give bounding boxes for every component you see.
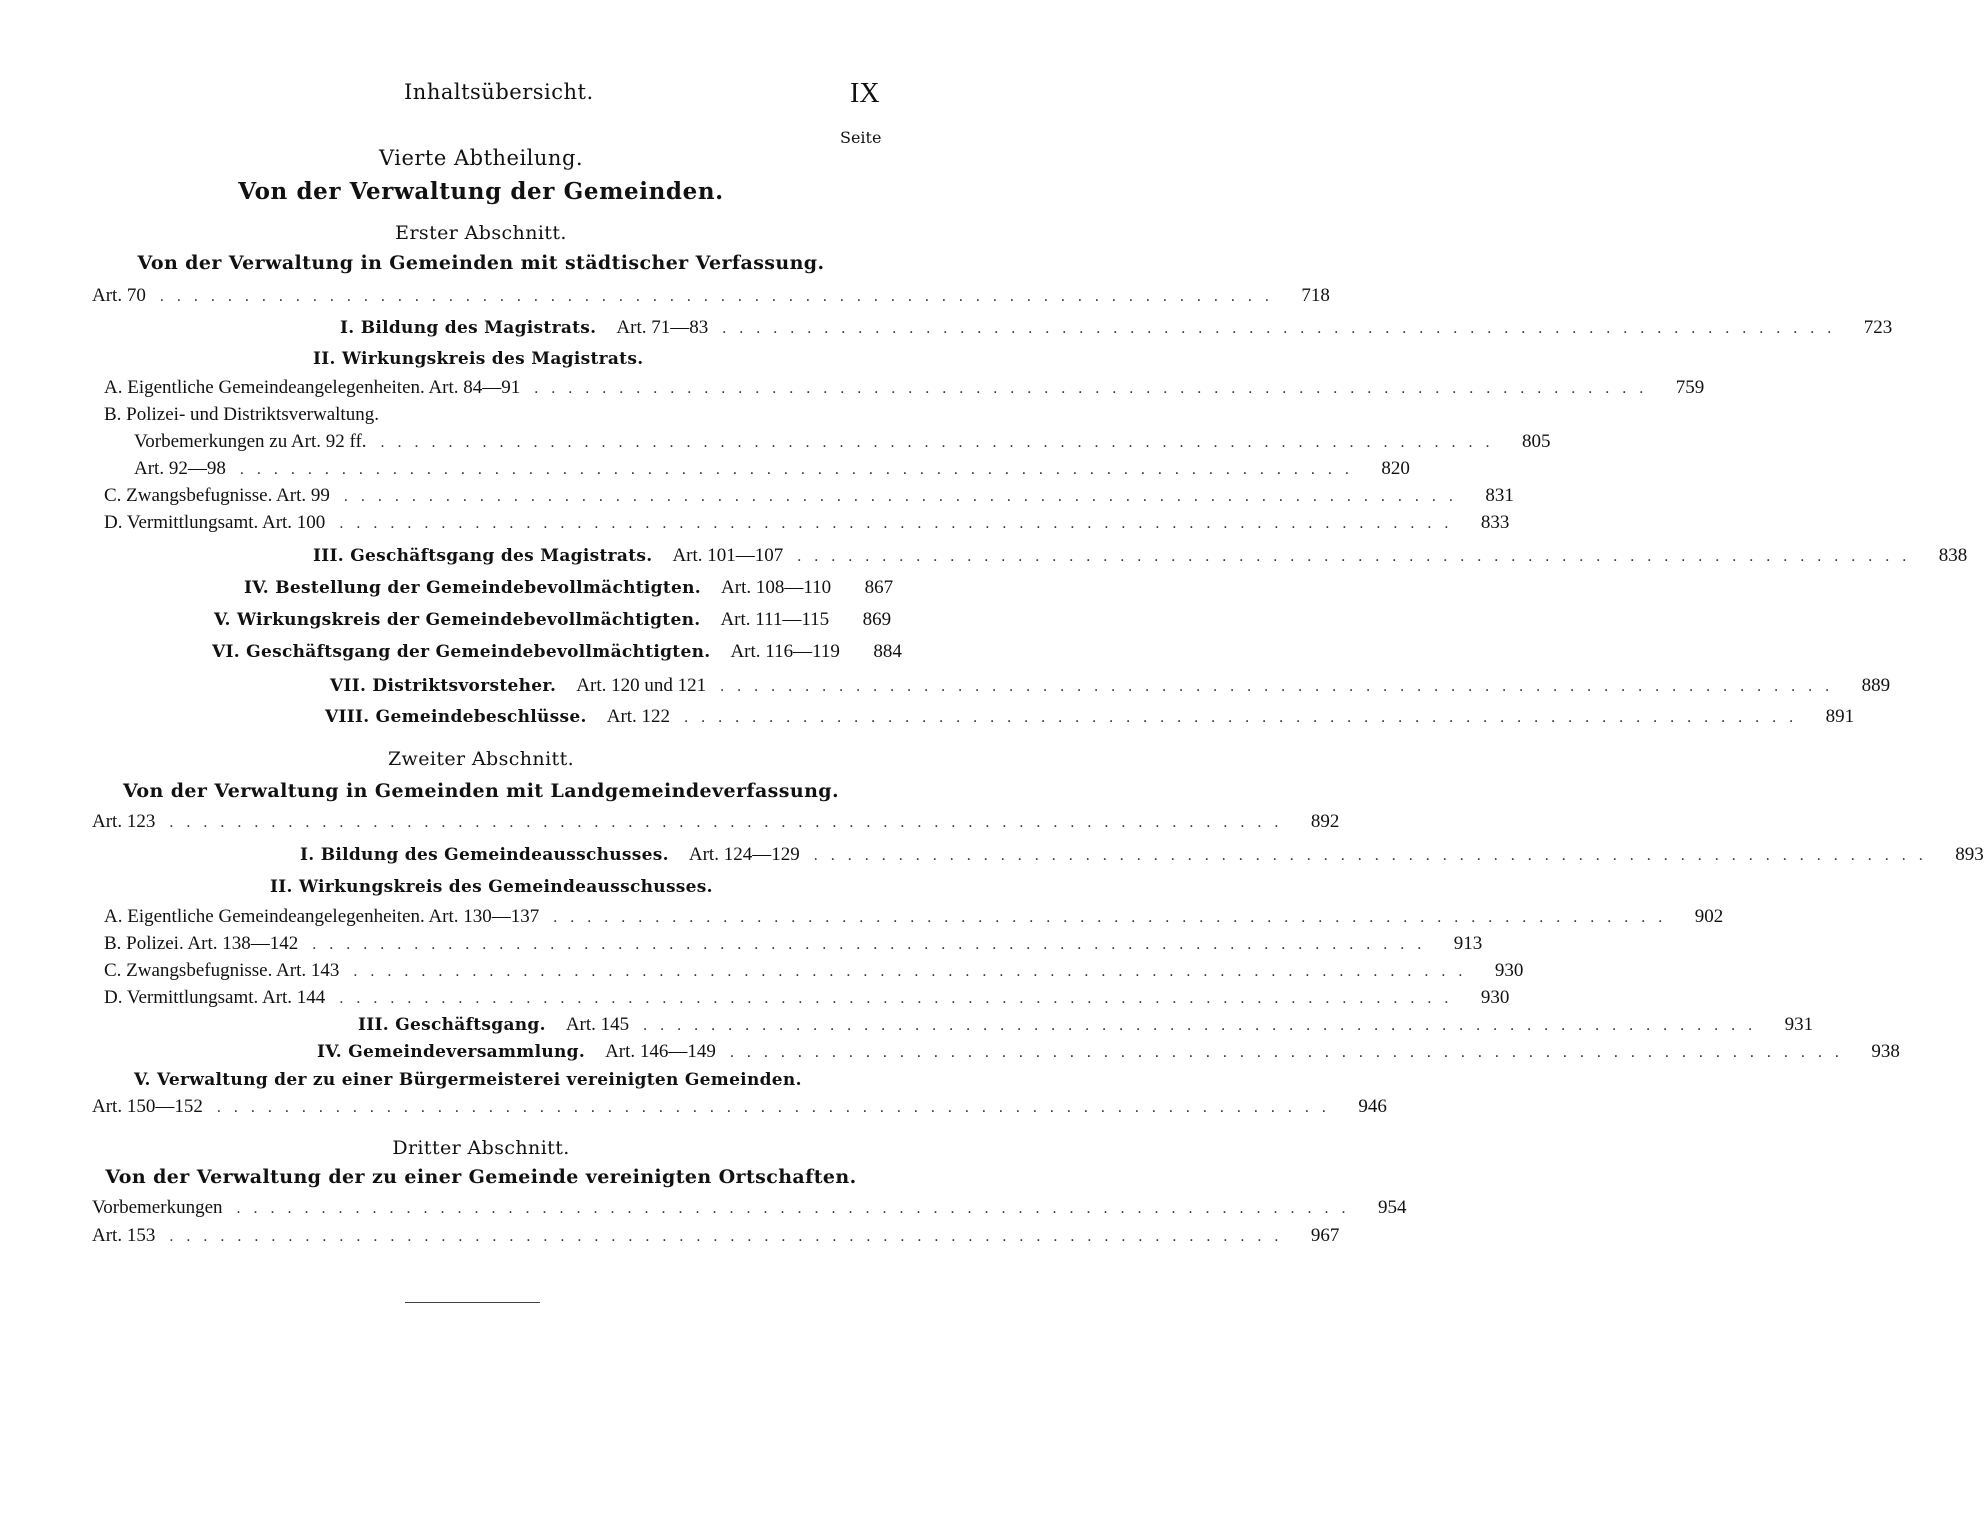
section-2-heading: Zweiter Abschnitt. <box>387 748 575 770</box>
toc-entry: D. Vermittlungsamt. Art. 100 .................................................................. 833 <box>104 512 1510 533</box>
toc-entry: VI. Geschäftsgang der Gemeindebevollmächtigten. Art. 116—119 884 <box>212 641 902 662</box>
toc-entry: C. Zwangsbefugnisse. Art. 99 .................................................................. 831 <box>104 485 1514 506</box>
toc-subheading: V. Verwaltung der zu einer Bürgermeisterei vereinigten Gemeinden. <box>134 1070 802 1090</box>
toc-entry: I. Bildung des Magistrats. Art. 71—83 .................................................................. 723 <box>340 317 1893 338</box>
closing-rule <box>405 1302 540 1303</box>
section-2-title: Von der Verwaltung in Gemeinden mit Landgemeindeverfassung. <box>123 780 839 802</box>
toc-subheading: B. Polizei- und Distriktsverwaltung. <box>104 404 379 425</box>
toc-entry: A. Eigentliche Gemeindeangelegenheiten. Art. 130—137 .................................................................. 902 <box>104 906 1724 927</box>
toc-entry: D. Vermittlungsamt. Art. 144 .................................................................. 930 <box>104 987 1510 1008</box>
toc-entry: C. Zwangsbefugnisse. Art. 143 .................................................................. 930 <box>104 960 1524 981</box>
toc-entry: Art. 92—98 .................................................................. 820 <box>134 458 1410 479</box>
section-3-heading: Dritter Abschnitt. <box>392 1137 570 1159</box>
part-title: Von der Verwaltung der Gemeinden. <box>238 178 724 205</box>
toc-entry: IV. Bestellung der Gemeindebevollmächtigten. Art. 108—110 867 <box>244 577 894 598</box>
toc-entry: III. Geschäftsgang des Magistrats. Art. 101—107 .................................................................. 838 <box>313 545 1968 566</box>
toc-entry: I. Bildung des Gemeindeausschusses. Art. 124—129 .................................................................. 893 <box>300 844 1984 865</box>
toc-entry: VII. Distriktsvorsteher. Art. 120 und 121 .................................................................. 889 <box>330 675 1891 696</box>
toc-entry: Vorbemerkungen zu Art. 92 ff. .................................................................. 805 <box>134 431 1551 452</box>
toc-entry: B. Polizei. Art. 138—142 .................................................................. 913 <box>104 933 1483 954</box>
folio-number: IX <box>850 78 880 109</box>
toc-entry: Art. 153 .................................................................. 967 <box>92 1225 1340 1246</box>
part-heading: Vierte Abtheilung. <box>378 146 584 170</box>
section-1-heading: Erster Abschnitt. <box>395 222 567 244</box>
toc-entry: V. Wirkungskreis der Gemeindebevollmächtigten. Art. 111—115 869 <box>214 609 892 630</box>
toc-entry: III. Geschäftsgang. Art. 145 .................................................................. 931 <box>358 1014 1814 1035</box>
running-head: Inhaltsübersicht. <box>404 80 594 104</box>
toc-entry: Art. 70 .................................................................. 718 <box>92 285 1330 306</box>
section-1-title: Von der Verwaltung in Gemeinden mit städtischer Verfassung. <box>137 252 825 274</box>
toc-entry: IV. Gemeindeversammlung. Art. 146—149 .................................................................. 938 <box>317 1041 1900 1062</box>
toc-entry: VIII. Gemeindebeschlüsse. Art. 122 .................................................................. 891 <box>325 706 1855 727</box>
toc-subheading: II. Wirkungskreis des Magistrats. <box>313 349 644 369</box>
section-3-title: Von der Verwaltung der zu einer Gemeinde vereinigten Ortschaften. <box>105 1166 857 1188</box>
toc-entry: Art. 123 .................................................................. 892 <box>92 811 1340 832</box>
toc-entry: Art. 150—152 .................................................................. 946 <box>92 1096 1387 1117</box>
toc-entry: Vorbemerkungen .................................................................. 954 <box>92 1197 1407 1218</box>
toc-entry: A. Eigentliche Gemeindeangelegenheiten. Art. 84—91 .................................................................. 759 <box>104 377 1705 398</box>
page-column-label: Seite <box>840 128 882 147</box>
toc-subheading: II. Wirkungskreis des Gemeindeausschusses. <box>270 877 713 897</box>
